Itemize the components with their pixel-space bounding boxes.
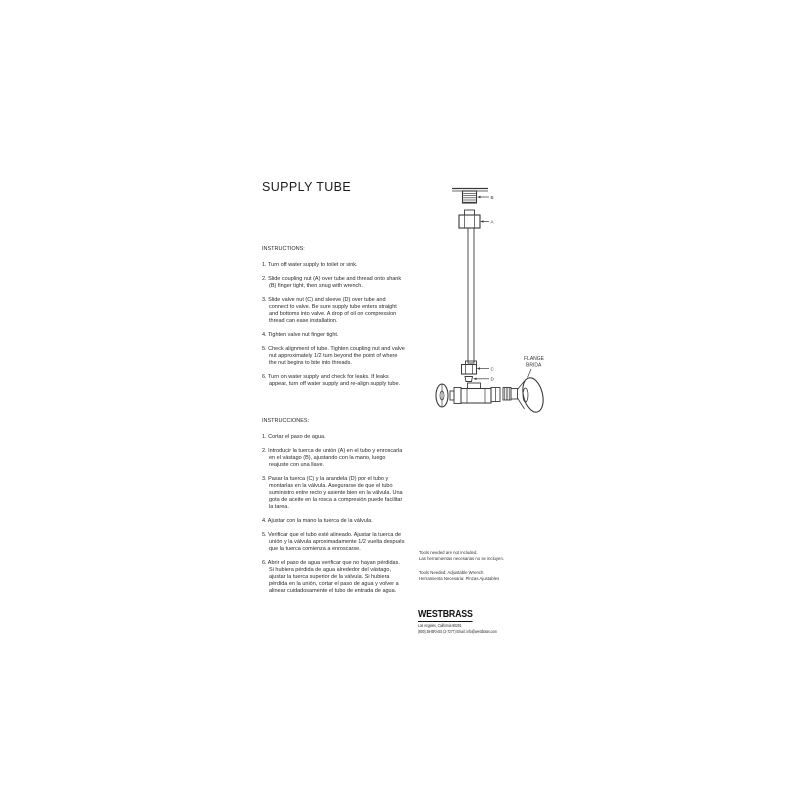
instructions-heading-es: INSTRUCCIONES: bbox=[262, 418, 310, 424]
instruction-step: 3. Pasar la tuerca (C) y la arandela (D) por el tubo y montarlas en la válvula. Asegurarse de que el tubo suministro entre recto y asiente bien en la válvula. Una gota de aceite en la rosca a compresión puede facilitar la tarea. bbox=[262, 476, 403, 510]
flange-part bbox=[518, 376, 547, 415]
page-title: SUPPLY TUBE bbox=[262, 180, 352, 194]
instruction-step: 6. Turn on water supply and check for leaks. If leaks appear, turn off water supply and re-align supply tube. bbox=[262, 374, 401, 387]
sleeve-part bbox=[465, 377, 473, 382]
svg-text:FLANGE: FLANGE bbox=[524, 356, 545, 362]
supply-tube-diagram bbox=[425, 180, 600, 430]
brand-contact: (800) 38-BRASS (2-7277) Email: info@westbrass.com bbox=[418, 629, 497, 634]
instruction-step: 4. Tighten valve nut finger tight. bbox=[262, 332, 339, 338]
brand-block bbox=[418, 604, 519, 634]
instruction-step: 5. Check alignment of tube. Tighten coupling nut and valve nut approximately 1/2 turn beyond the point of where the nut begins to bite into threads. bbox=[262, 346, 405, 366]
tools-note bbox=[419, 550, 504, 582]
instruction-step: 5. Verificar que el tubo esté alineado. Ajustar la tuerca de unión y la válvula aproximadamente 1/2 vuelta después que la tuerca comienza a enroscarse. bbox=[262, 532, 405, 552]
callout-a bbox=[480, 219, 493, 224]
callout-c bbox=[477, 366, 495, 371]
svg-text:C: C bbox=[490, 366, 494, 372]
instructions-spanish bbox=[262, 418, 405, 602]
instruction-step: 1. Cortar el paso de agua. bbox=[262, 434, 326, 440]
brand-logo: WESTBRASS bbox=[418, 609, 473, 620]
tools-note-line: Tools needed are not included. bbox=[419, 550, 478, 555]
tools-note-line: Las herramientas necesarias no se incluyen. bbox=[419, 556, 505, 561]
instructions-english bbox=[262, 246, 405, 395]
flange-callout bbox=[524, 356, 545, 378]
callout-d bbox=[473, 377, 494, 382]
instructions-heading-en: INSTRUCTIONS: bbox=[262, 246, 305, 252]
instruction-step: 3. Slide valve nut (C) and sleeve (D) over tube and connect to valve. Be sure supply tube enters straight and bottoms into valve. A drop of oil on compression thread can ease installation. bbox=[262, 297, 397, 324]
svg-text:BRIDA: BRIDA bbox=[526, 362, 542, 369]
svg-text:B: B bbox=[490, 194, 494, 200]
valve-part bbox=[436, 383, 500, 407]
instruction-step: 2. Introducir la tuerca de unión (A) en el tubo y enroscarla en el vástago (B), ajustando con la mano, luego reajuste con una llave. bbox=[262, 448, 403, 468]
tools-note-line: Tools Needed: Adjustable Wrench bbox=[419, 570, 484, 575]
instruction-step: 1. Turn off water supply to toilet or sink. bbox=[262, 262, 358, 268]
coupling-nut-part bbox=[459, 210, 480, 228]
instruction-step: 4. Ajustar con la mano la tuerca de la válvula. bbox=[262, 518, 373, 524]
brand-address: Los Angeles, California 90291 bbox=[418, 623, 462, 628]
shank-part bbox=[463, 191, 477, 203]
callout-b bbox=[477, 195, 493, 200]
svg-text:D: D bbox=[490, 376, 494, 382]
svg-text:A: A bbox=[490, 219, 494, 225]
instruction-step: 6. Abrir el paso de agua verificar que no hayan pérdidas. Si hubiera pérdida de agua alrededor del vástago, ajustar la tuerca superior de la válvula. Si hubiera pérdida en la unión, cortar el paso de agua y volver a alinear cuidadosamente el tubo de entrada de agua. bbox=[262, 560, 400, 594]
instruction-step: 2. Slide coupling nut (A) over tube and thread onto shank (B) finger tight, then snug with wrench. bbox=[262, 276, 402, 289]
supply-tube-part bbox=[468, 228, 474, 363]
outlet-pipe-part bbox=[503, 388, 518, 401]
tools-note-line: Herramienta Necesaria: Pinzas Ajustables bbox=[419, 576, 500, 581]
